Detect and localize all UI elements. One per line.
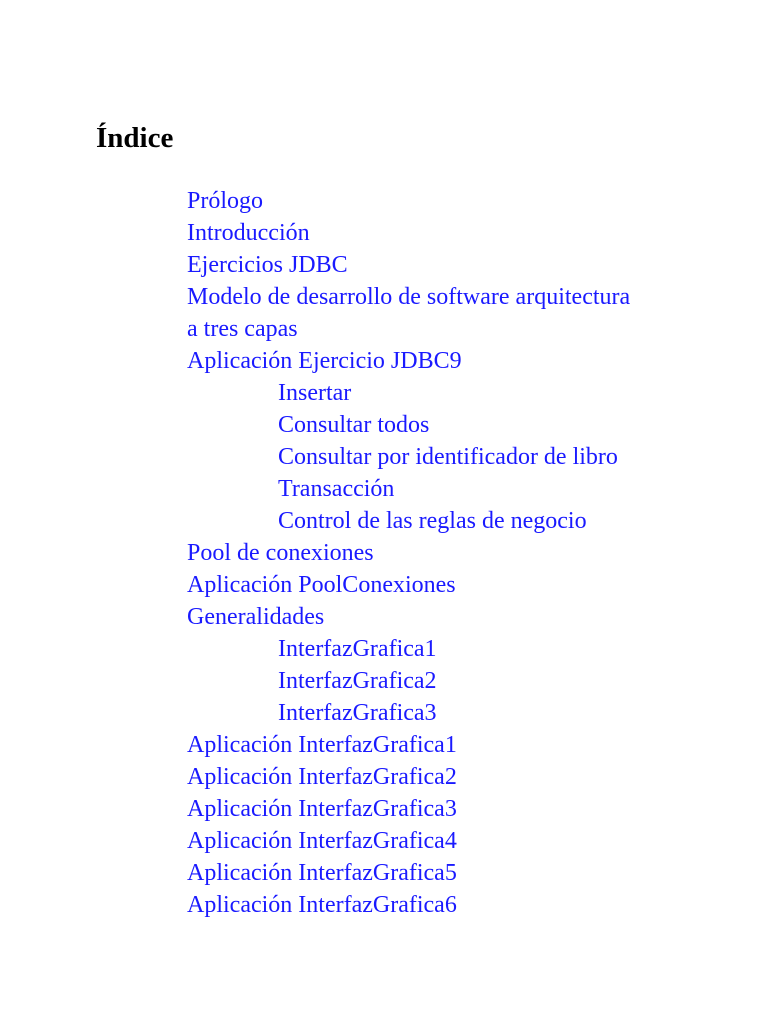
toc-link-aplicacion-interfazgrafica6[interactable]: Aplicación InterfazGrafica6 bbox=[187, 892, 457, 918]
toc-entry bbox=[187, 729, 630, 761]
toc-entry bbox=[187, 601, 630, 633]
page-title: Índice bbox=[96, 122, 174, 154]
toc-entry bbox=[187, 857, 630, 889]
toc-entry bbox=[187, 185, 630, 217]
toc-link-aplicacion-interfazgrafica4[interactable]: Aplicación InterfazGrafica4 bbox=[187, 828, 457, 854]
toc-link-prologo[interactable]: Prólogo bbox=[187, 188, 264, 214]
toc-entry bbox=[187, 569, 630, 601]
toc-entry bbox=[187, 313, 630, 345]
toc-link-interfazgrafica1[interactable]: InterfazGrafica1 bbox=[278, 636, 437, 662]
toc-link-consultar-todos[interactable]: Consultar todos bbox=[278, 412, 430, 438]
toc-link-interfazgrafica2[interactable]: InterfazGrafica2 bbox=[278, 668, 437, 694]
toc-subentry bbox=[187, 633, 630, 665]
toc-link-aplicacion-jdbc9[interactable]: Aplicación Ejercicio JDBC9 bbox=[187, 348, 462, 374]
toc-entry bbox=[187, 537, 630, 569]
toc-subentry bbox=[187, 697, 630, 729]
toc-link-introduccion[interactable]: Introducción bbox=[187, 220, 310, 246]
toc-entry bbox=[187, 217, 630, 249]
toc-link-consultar-por-id[interactable]: Consultar por identificador de libro bbox=[278, 444, 618, 470]
table-of-contents bbox=[187, 185, 630, 921]
toc-entry bbox=[187, 345, 630, 377]
toc-subentry bbox=[187, 409, 630, 441]
toc-link-pool-conexiones[interactable]: Pool de conexiones bbox=[187, 540, 374, 566]
toc-link-insertar[interactable]: Insertar bbox=[278, 380, 352, 406]
toc-entry bbox=[187, 825, 630, 857]
toc-subentry bbox=[187, 665, 630, 697]
toc-subentry bbox=[187, 505, 630, 537]
toc-entry bbox=[187, 249, 630, 281]
toc-link-modelo-desarrollo-cont[interactable]: a tres capas bbox=[187, 316, 298, 342]
toc-link-ejercicios-jdbc[interactable]: Ejercicios JDBC bbox=[187, 252, 348, 278]
toc-link-aplicacion-interfazgrafica2[interactable]: Aplicación InterfazGrafica2 bbox=[187, 764, 457, 790]
toc-link-generalidades[interactable]: Generalidades bbox=[187, 604, 325, 630]
toc-subentry bbox=[187, 441, 630, 473]
toc-link-control-reglas[interactable]: Control de las reglas de negocio bbox=[278, 508, 587, 534]
toc-link-transaccion[interactable]: Transacción bbox=[278, 476, 395, 502]
toc-link-aplicacion-interfazgrafica3[interactable]: Aplicación InterfazGrafica3 bbox=[187, 796, 457, 822]
toc-link-aplicacion-interfazgrafica1[interactable]: Aplicación InterfazGrafica1 bbox=[187, 732, 457, 758]
toc-subentry bbox=[187, 377, 630, 409]
toc-entry bbox=[187, 761, 630, 793]
toc-link-aplicacion-pool[interactable]: Aplicación PoolConexiones bbox=[187, 572, 456, 598]
toc-subentry bbox=[187, 473, 630, 505]
toc-entry bbox=[187, 281, 630, 313]
toc-entry bbox=[187, 793, 630, 825]
toc-link-interfazgrafica3[interactable]: InterfazGrafica3 bbox=[278, 700, 437, 726]
toc-link-aplicacion-interfazgrafica5[interactable]: Aplicación InterfazGrafica5 bbox=[187, 860, 457, 886]
toc-link-modelo-desarrollo[interactable]: Modelo de desarrollo de software arquitectura bbox=[187, 284, 631, 310]
toc-entry bbox=[187, 889, 630, 921]
